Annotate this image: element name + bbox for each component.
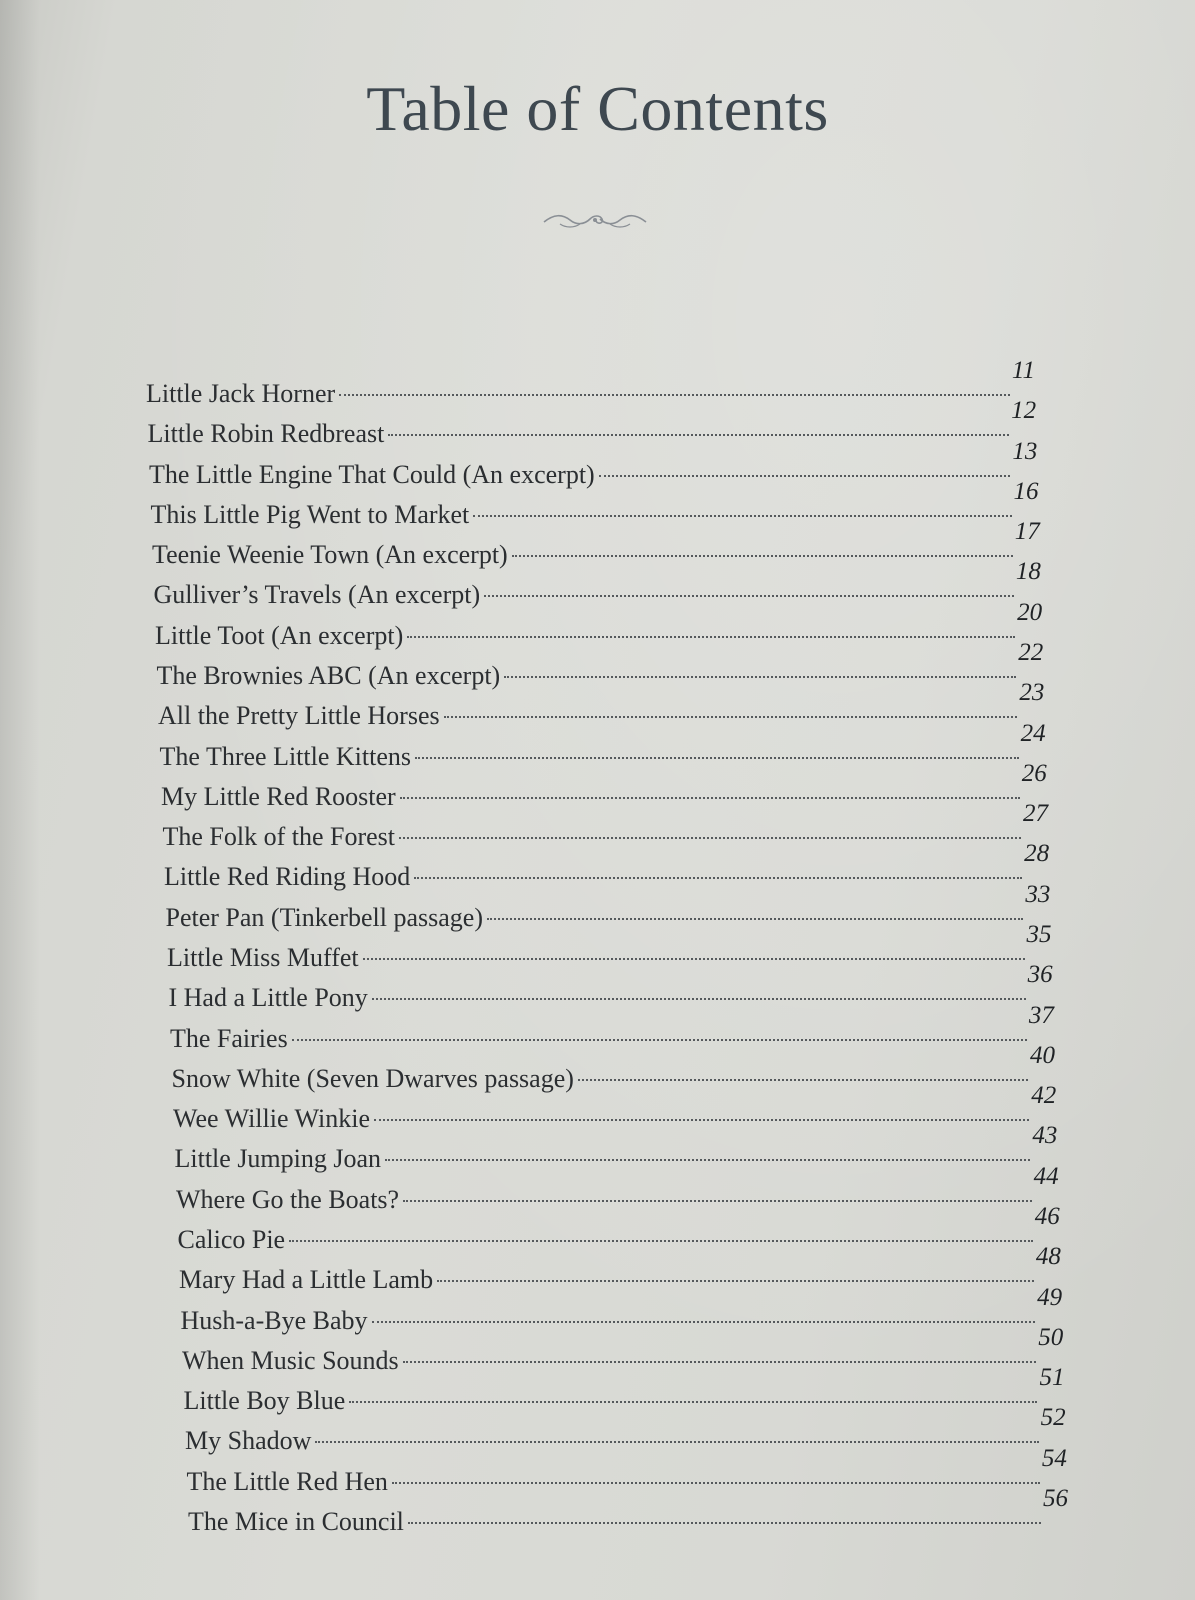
dot-leader (437, 1260, 1034, 1290)
toc-entry (152, 518, 1040, 570)
dot-leader (289, 1220, 1033, 1250)
dot-leader (400, 777, 1020, 807)
toc-entry-page-number: 50 (1038, 1323, 1064, 1351)
toc-entry-page-number: 54 (1041, 1444, 1067, 1472)
toc-entry-title: Mary Had a Little Lamb (179, 1265, 434, 1295)
toc-entry-title: All the Pretty Little Horses (158, 701, 440, 731)
toc-entry (188, 1485, 1068, 1536)
dot-leader (292, 1019, 1027, 1049)
toc-entry (168, 961, 1053, 1013)
dot-leader (363, 938, 1025, 968)
toc-entry-title: The Brownies ABC (An excerpt) (156, 661, 501, 690)
toc-entry (156, 639, 1044, 690)
toc-entry (164, 840, 1050, 892)
toc-entry (150, 477, 1039, 529)
toc-entry (159, 719, 1046, 771)
toc-entry-page-number: 48 (1035, 1243, 1061, 1271)
dot-leader (399, 817, 1021, 847)
dot-leader (372, 978, 1026, 1008)
toc-entry (171, 1041, 1056, 1093)
toc-entry (161, 759, 1047, 811)
toc-entry-page-number: 46 (1034, 1203, 1060, 1230)
toc-entry (186, 1444, 1067, 1496)
dot-leader (392, 1462, 1040, 1492)
toc-entry-page-number: 49 (1037, 1283, 1063, 1311)
toc-entry-page-number: 11 (1011, 357, 1035, 384)
page-title: Table of Contents (366, 73, 829, 144)
dot-leader (339, 374, 1010, 404)
toc-entry (182, 1323, 1064, 1375)
toc-entry-title: Little Jack Horner (146, 379, 336, 408)
toc-entry-page-number: 37 (1028, 1001, 1054, 1029)
toc-entry (177, 1203, 1060, 1254)
toc-entry (158, 679, 1045, 731)
toc-entry-title: The Little Engine That Could (An excerpt) (149, 459, 595, 489)
toc-entry-page-number: 56 (1043, 1485, 1068, 1512)
toc-entry-title: Wee Willie Winkie (173, 1104, 371, 1134)
toc-entry (170, 1001, 1054, 1053)
toc-entry-page-number: 17 (1014, 518, 1040, 546)
toc-entry (174, 1122, 1058, 1174)
toc-entry-title: Little Toot (An excerpt) (155, 620, 404, 650)
toc-entry (165, 880, 1051, 932)
dot-leader (484, 575, 1014, 605)
toc-entry (167, 921, 1052, 972)
toc-entry (149, 437, 1038, 489)
dot-leader (487, 898, 1023, 928)
dot-leader (504, 656, 1016, 686)
dot-leader (415, 737, 1019, 767)
toc-entry (153, 558, 1041, 610)
toc-entry (147, 397, 1037, 449)
toc-entry-page-number: 33 (1025, 880, 1051, 908)
toc-entry-page-number: 44 (1033, 1162, 1059, 1190)
toc-entry-title: This Little Pig Went to Market (150, 499, 470, 529)
toc-entry-title: I Had a Little Pony (168, 983, 368, 1013)
toc-entry (162, 800, 1048, 852)
dot-leader (473, 495, 1011, 525)
dot-leader (374, 1099, 1029, 1129)
dot-leader (372, 1301, 1036, 1331)
toc-entry-title: Teenie Weenie Town (An excerpt) (152, 540, 508, 570)
toc-entry-title: Little Boy Blue (183, 1386, 346, 1416)
toc-entry-title: Snow White (Seven Dwarves passage) (171, 1063, 574, 1093)
toc-entry-page-number: 26 (1021, 759, 1047, 787)
toc-entry (179, 1243, 1061, 1295)
toc-entry-page-number: 42 (1031, 1082, 1057, 1110)
toc-entry-title: Where Go the Boats? (176, 1184, 400, 1214)
toc-entry (176, 1162, 1059, 1214)
toc-entry-page-number: 12 (1011, 397, 1037, 425)
toc-entry-page-number: 35 (1026, 921, 1052, 948)
toc-entry-title: When Music Sounds (182, 1345, 399, 1375)
dot-leader (349, 1381, 1037, 1411)
dot-leader (403, 1180, 1031, 1210)
toc-entry-page-number: 28 (1024, 840, 1050, 868)
toc-entry-title: My Little Red Rooster (161, 781, 396, 811)
dot-leader (578, 1059, 1028, 1089)
dot-leader (408, 1502, 1041, 1532)
toc-entry-title: The Little Red Hen (186, 1466, 388, 1496)
toc-entry (185, 1404, 1066, 1456)
toc-entry-title: The Fairies (170, 1023, 288, 1053)
toc-entry-page-number: 36 (1027, 961, 1053, 989)
toc-entry-page-number: 27 (1022, 800, 1048, 828)
toc-entry (173, 1082, 1057, 1134)
dot-leader (388, 414, 1009, 444)
dot-leader (512, 535, 1013, 565)
toc-entry-page-number: 43 (1032, 1122, 1058, 1150)
toc-entry-page-number: 24 (1020, 719, 1046, 747)
toc-entry-page-number: 51 (1039, 1364, 1065, 1392)
toc-entry-title: Peter Pan (Tinkerbell passage) (165, 902, 483, 932)
dot-leader (315, 1421, 1038, 1451)
toc-entry-page-number: 18 (1015, 558, 1041, 586)
dot-leader (403, 1341, 1037, 1371)
toc-entry (180, 1283, 1063, 1335)
dot-leader (444, 696, 1018, 726)
dot-leader (407, 616, 1015, 646)
toc-entry-title: The Mice in Council (188, 1507, 404, 1536)
toc-entry-page-number: 23 (1019, 679, 1045, 707)
toc-entry-title: Hush-a-Bye Baby (180, 1305, 368, 1335)
toc-entry-title: Little Robin Redbreast (147, 419, 385, 449)
toc-entry (183, 1364, 1065, 1416)
toc-entry-title: Little Jumping Joan (174, 1144, 382, 1174)
dot-leader (414, 857, 1022, 887)
toc-entry-title: The Three Little Kittens (159, 741, 411, 771)
toc-entry-page-number: 13 (1012, 437, 1038, 465)
toc-entry-page-number: 40 (1030, 1041, 1056, 1069)
toc-entry (155, 598, 1043, 650)
toc-entry-title: Gulliver’s Travels (An excerpt) (153, 580, 481, 610)
toc-entry-title: The Folk of the Forest (162, 822, 396, 852)
toc-entry-title: Little Miss Muffet (167, 943, 359, 972)
toc-entry-title: My Shadow (185, 1426, 312, 1456)
dot-leader (599, 455, 1011, 485)
toc-entry-page-number: 22 (1018, 639, 1044, 666)
toc-entry-page-number: 52 (1040, 1404, 1066, 1432)
toc-entry (146, 357, 1035, 408)
toc-entry-title: Calico Pie (177, 1225, 286, 1254)
dot-leader (385, 1139, 1030, 1169)
toc-entry-page-number: 20 (1017, 598, 1043, 626)
toc-entry-title: Little Red Riding Hood (164, 862, 411, 892)
toc-entry-page-number: 16 (1013, 477, 1039, 505)
